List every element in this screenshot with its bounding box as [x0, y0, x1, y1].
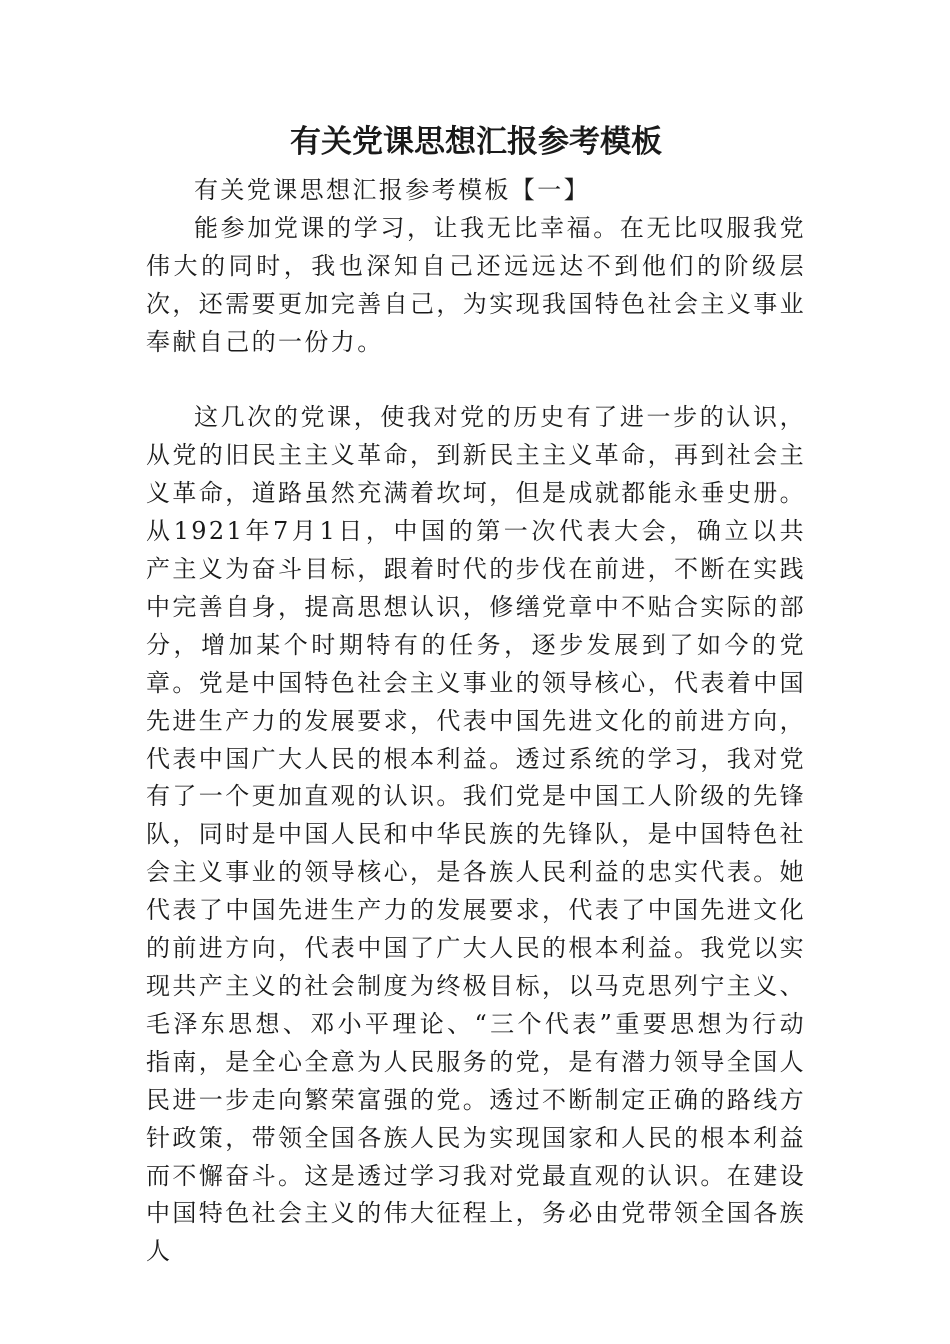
paragraph-2: 这几次的党课，使我对党的历史有了进一步的认识，从党的旧民主主义革命，到新民主主义革命，再到社会主义革命，道路虽然充满着坎坷，但是成就都能永垂史册。从1921年7月1日，中国的第一次代表大会，确立以共产主义为奋斗目标，跟着时代的步伐在前进，不断在实践中完善自身，提高思想认识，修缮党章中不贴合实际的部分，增加某个时期特有的任务，逐步发展到了如今的党章。党是中国特色社会主义事业的领导核心，代表着中国先进生产力的发展要求，代表中国先进文化的前进方向，代表中国广大人民的根本利益。透过系统的学习，我对党有了一个更加直观的认识。我们党是中国工人阶级的先锋队，同时是中国人民和中华民族的先锋队，是中国特色社会主义事业的领导核心，是各族人民利益的忠实代表。她代表了中国先进生产力的发展要求，代表了中国先进文化的前进方向，代表中国了广大人民的根本利益。我党以实现共产主义的社会制度为终极目标，以马克思列宁主义、毛泽东思想、邓小平理论、“三个代表”重要思想为行动指南，是全心全意为人民服务的党，是有潜力领导全国人民进一步走向繁荣富强的党。透过不断制定正确的路线方针政策，带领全国各族人民为实现国家和人民的根本利益而不懈奋斗。这是透过学习我对党最直观的认识。在建设中国特色社会主义的伟大征程上，务必由党带领全国各族人: [146, 403, 806, 1266]
paragraph-1: 能参加党课的学习，让我无比幸福。在无比叹服我党伟大的同时，我也深知自己还远远达不到他们的阶级层次，还需要更加完善自己，为实现我国特色社会主义事业奉献自己的一份力。: [146, 213, 806, 356]
document-page: [146, 112, 806, 1271]
section-heading: 有关党课思想汇报参考模板【一】: [194, 176, 590, 204]
document-title: 有关党课思想汇报参考模板: [290, 124, 662, 160]
blank-line: [146, 362, 806, 400]
